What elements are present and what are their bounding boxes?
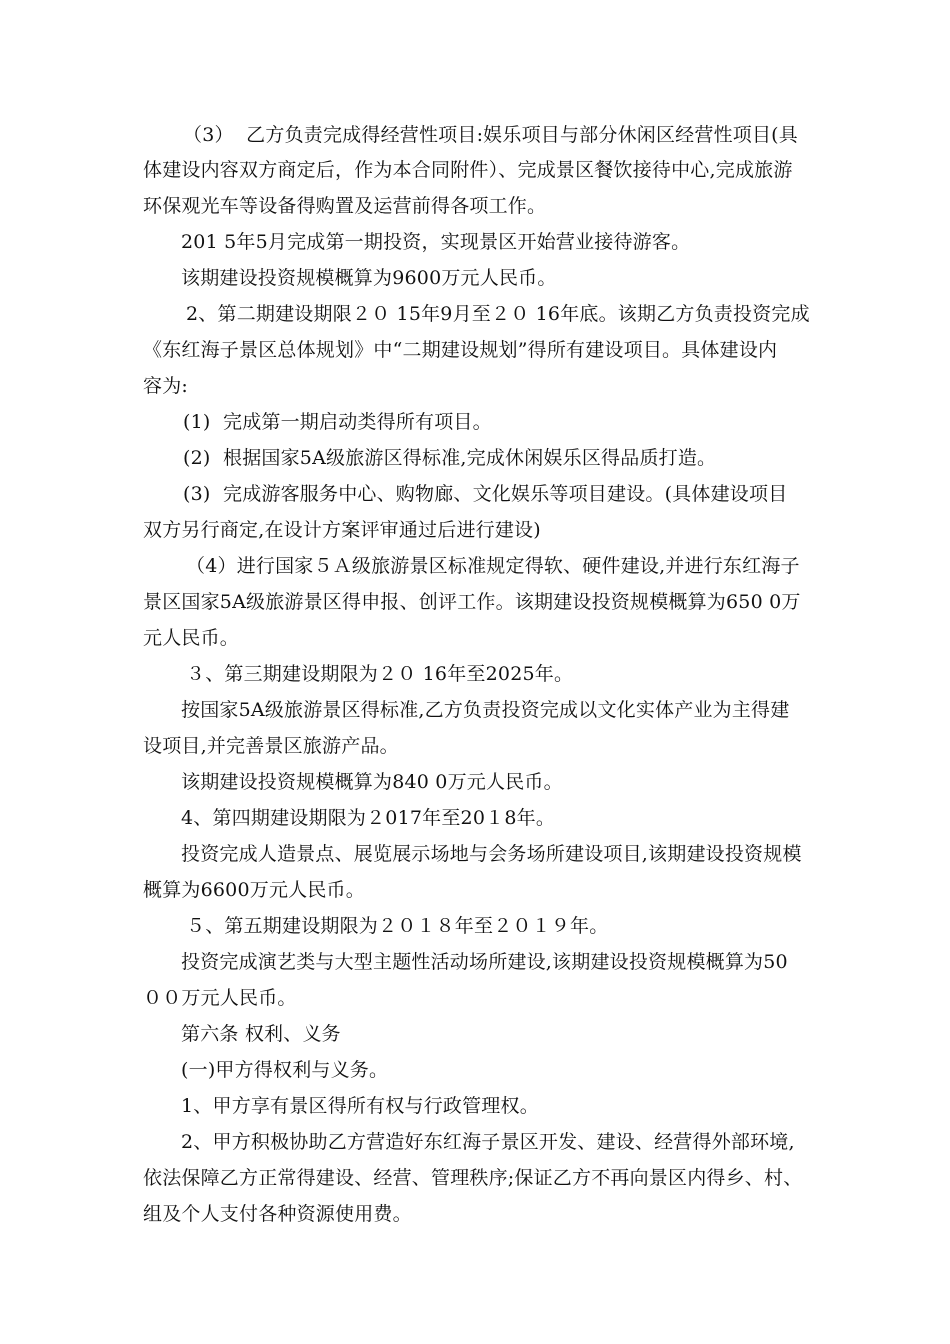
list-item: （4）进行国家５Ａ级旅游景区标准规定得软、硬件建设,并进行东红海子 xyxy=(186,555,800,577)
paragraph-line: 景区国家5A级旅游景区得申报、创评工作。该期建设投资规模概算为650 0万 xyxy=(143,591,801,613)
paragraph-line: 4、第四期建设期限为２017年至20１8年。 xyxy=(181,807,556,829)
list-item: (1) 完成第一期启动类得所有项目。 xyxy=(183,411,492,433)
paragraph-line: 该期建设投资规模概算为9600万元人民币。 xyxy=(181,267,557,289)
paragraph-line: ５、第五期建设期限为２０１８年至２０１９年。 xyxy=(186,915,609,937)
section-heading: 第六条 权利、义务 xyxy=(181,1023,341,1045)
paragraph-line: 201 5年5月完成第一期投资，实现景区开始营业接待游客。 xyxy=(181,231,691,253)
paragraph-line: 设项目,并完善景区旅游产品。 xyxy=(143,735,399,757)
paragraph-line: 依法保障乙方正常得建设、经营、管理秩序;保证乙方不再向景区内得乡、村、 xyxy=(143,1167,803,1189)
paragraph-line: ３、第三期建设期限为２０ 16年至2025年。 xyxy=(186,663,574,685)
paragraph-line: 按国家5A级旅游景区得标准,乙方负责投资完成以文化实体产业为主得建 xyxy=(181,699,790,721)
paragraph-line: 1、甲方享有景区得所有权与行政管理权。 xyxy=(181,1095,539,1117)
paragraph-line: 投资完成人造景点、展览展示场地与会务场所建设项目,该期建设投资规模 xyxy=(181,843,802,865)
paragraph-line: 容为: xyxy=(143,375,189,397)
list-item: (2) 根据国家5A级旅游区得标准,完成休闲娱乐区得品质打造。 xyxy=(183,447,717,469)
paragraph-line: 元人民币。 xyxy=(143,627,240,649)
list-item: (3) 完成游客服务中心、购物廊、文化娱乐等项目建设。(具体建设项目 xyxy=(183,483,788,505)
paragraph-line: 2、甲方积极协助乙方营造好东红海子景区开发、建设、经营得外部环境, xyxy=(181,1131,795,1153)
paragraph-line: 环保观光车等设备得购置及运营前得各项工作。 xyxy=(143,195,547,217)
paragraph-line: 体建设内容双方商定后，作为本合同附件）、完成景区餐饮接待中心,完成旅游 xyxy=(143,159,793,181)
paragraph-line: 该期建设投资规模概算为840 0万元人民币。 xyxy=(181,771,563,793)
paragraph-line: （3） 乙方负责完成得经营性项目:娱乐项目与部分休闲区经营性项目(具 xyxy=(183,124,798,146)
paragraph-line: 《东红海子景区总体规划》中“二期建设规划”得所有建设项目。具体建设内 xyxy=(143,339,778,361)
subsection-heading: (一)甲方得权利与义务。 xyxy=(181,1059,389,1081)
paragraph-line: ００万元人民币。 xyxy=(143,987,297,1009)
paragraph-line: 2、第二期建设期限２０ 15年9月至２０ 16年底。该期乙方负责投资完成 xyxy=(186,303,810,325)
paragraph-line: 双方另行商定,在设计方案评审通过后进行建设) xyxy=(143,519,541,541)
paragraph-line: 投资完成演艺类与大型主题性活动场所建设,该期建设投资规模概算为50 xyxy=(181,951,788,973)
paragraph-line: 概算为6600万元人民币。 xyxy=(143,879,365,901)
paragraph-line: 组及个人支付各种资源使用费。 xyxy=(143,1203,412,1225)
